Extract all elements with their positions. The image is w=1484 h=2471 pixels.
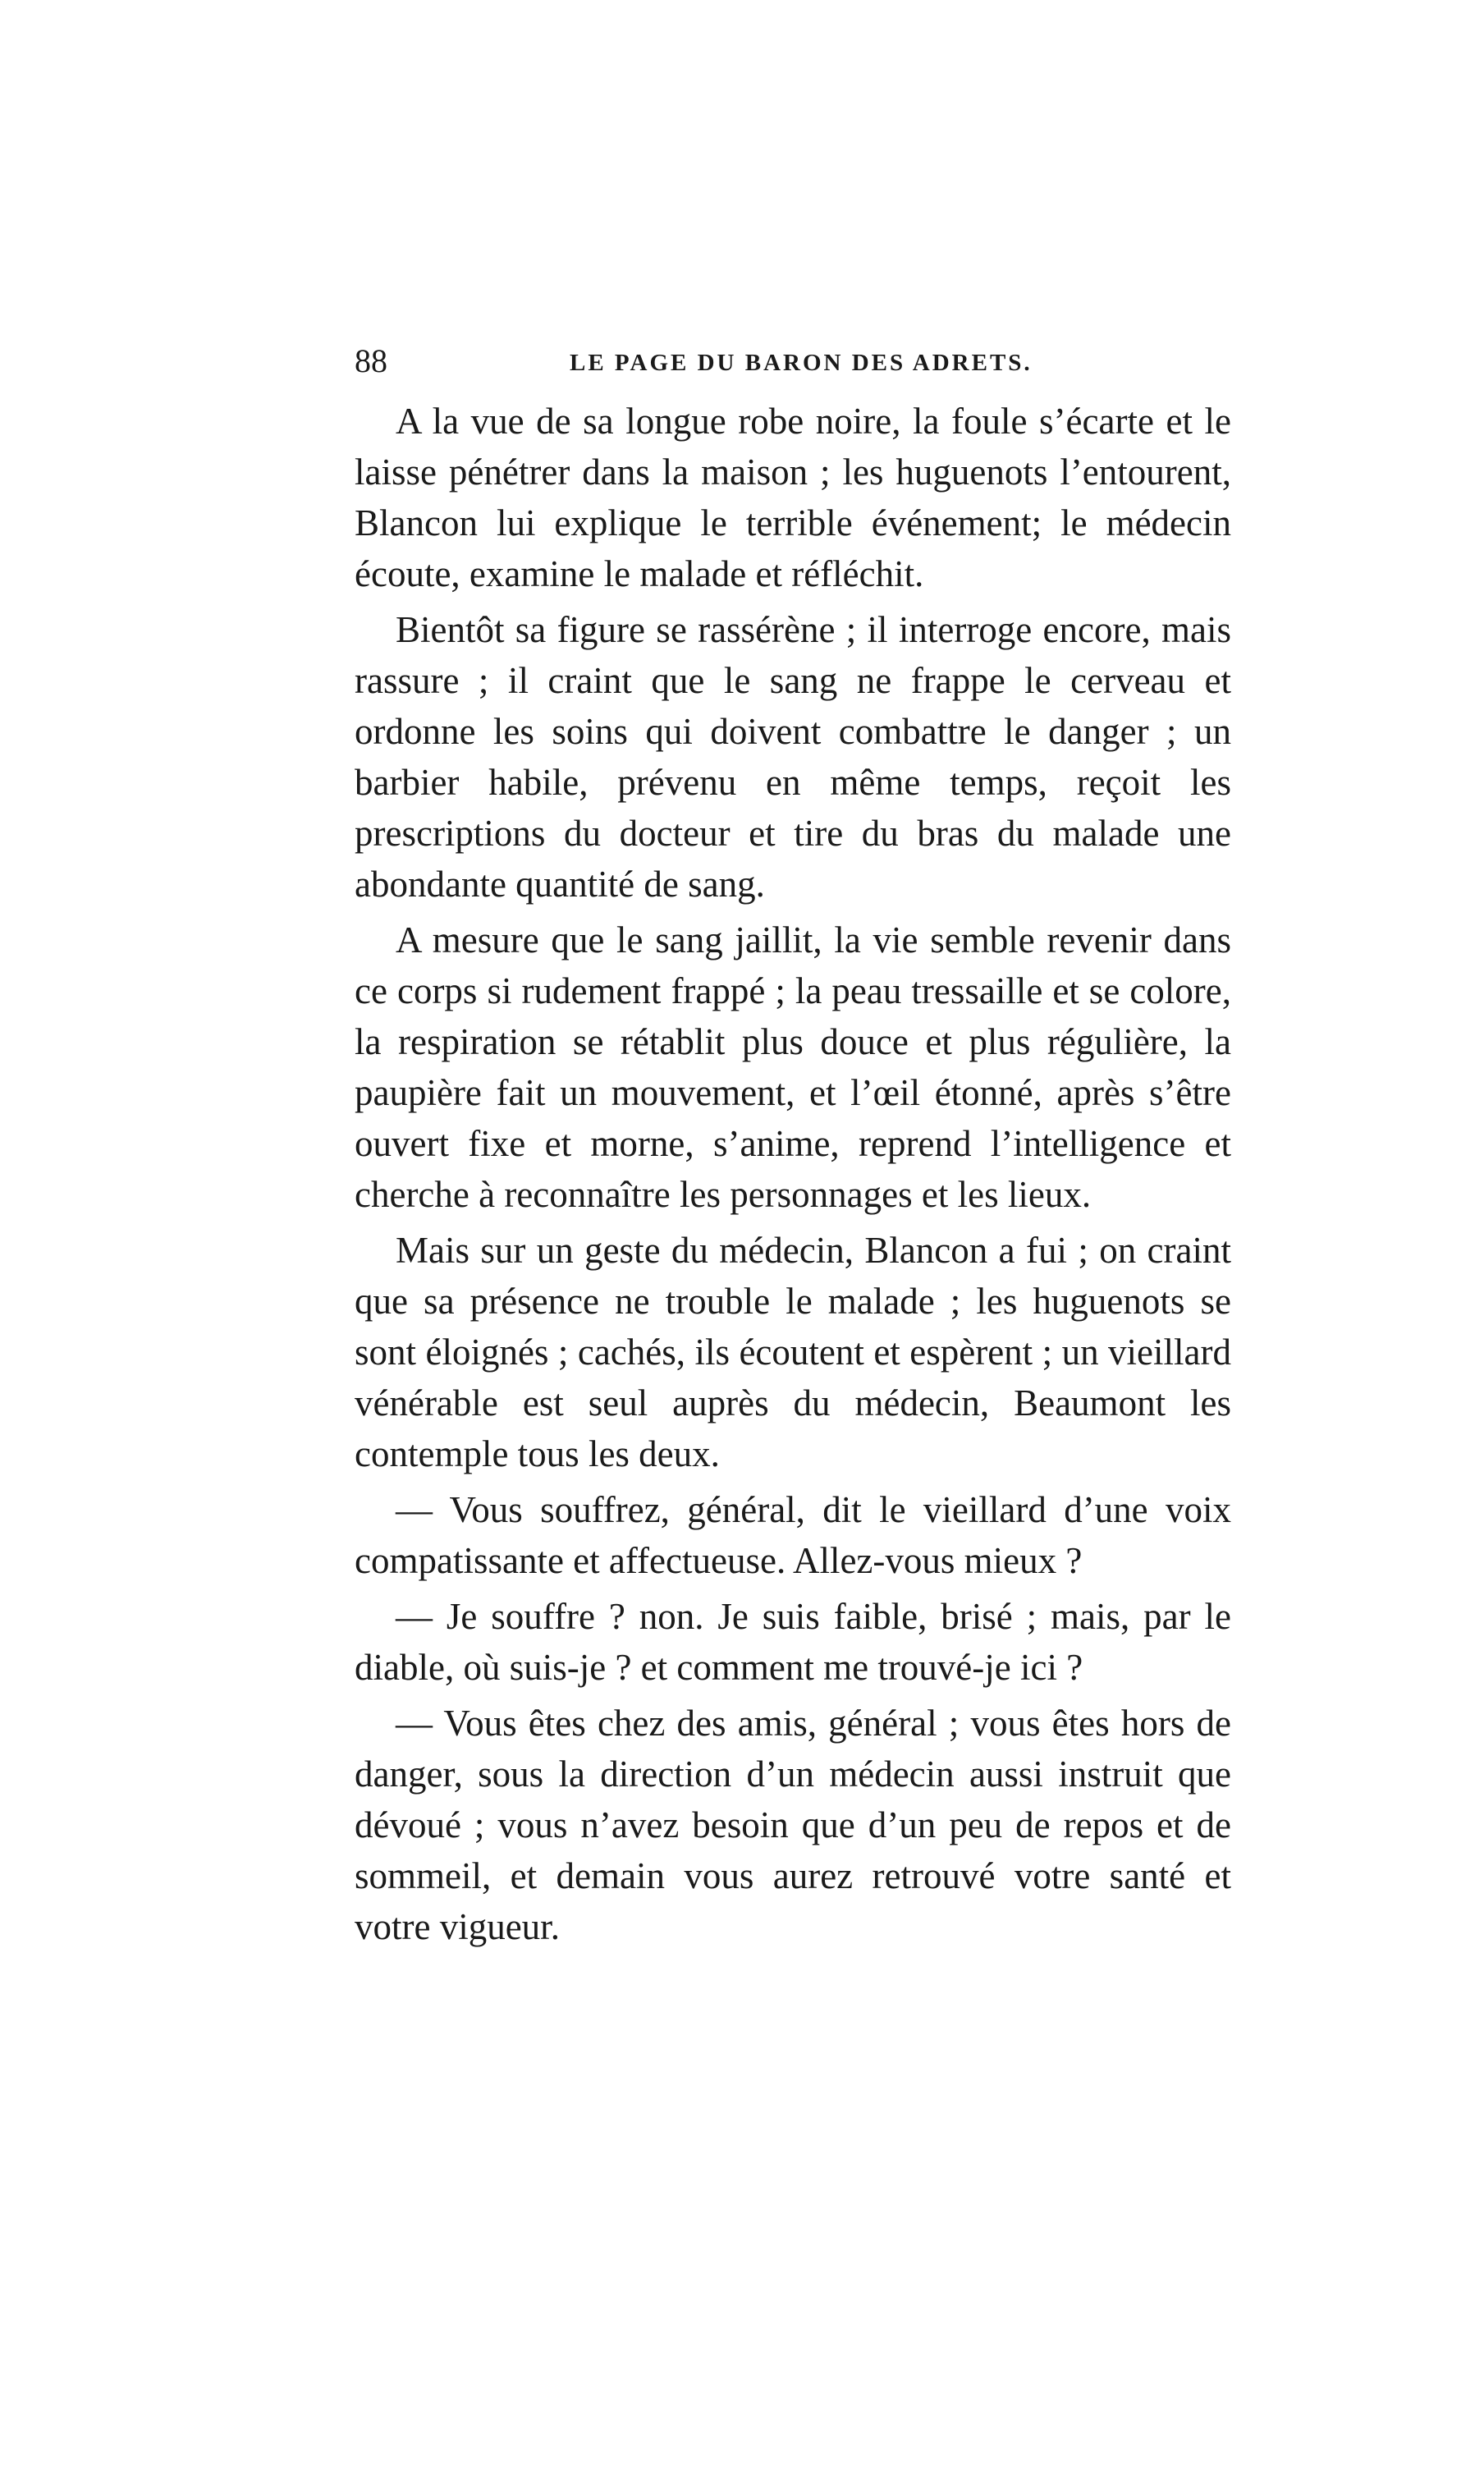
dialogue-line-3: — Vous êtes chez des amis, général ; vous êtes hors de danger, sous la direction d’un médecin aussi instruit que dévoué ; vous n’avez besoin que d’un peu de repos et de sommeil, et demain vous aurez retrouvé votre santé et votre vigueur. (355, 1703, 1231, 1947)
paragraph-1: A la vue de sa longue robe noire, la foule s’écarte et le laisse pénétrer dans la maison ; les huguenots l’entourent, Blancon lui explique le terrible événement; le médecin écoute, examine le malade et réfléchit. (355, 401, 1231, 594)
page-number: 88 (355, 342, 387, 379)
paragraph-4: Mais sur un geste du médecin, Blancon a fui ; on craint que sa présence ne trouble le malade ; les huguenots se sont éloignés ; cachés, ils écoutent et espèrent ; un vieillard vénérable est seul auprès du médecin, Beaumont les contemple tous les deux. (355, 1230, 1231, 1474)
dialogue-line-1: — Vous souffrez, général, dit le vieillard d’une voix compatissante et affectueuse. Allez-vous mieux ? (355, 1489, 1231, 1581)
running-head (355, 337, 1223, 386)
paragraph-3: A mesure que le sang jaillit, la vie semble revenir dans ce corps si rudement frappé ; la peau tressaille et se colore, la respiration se rétablit plus douce et plus régulière, la paupière fait un mouvement, et l’œil étonné, après s’être ouvert fixe et morne, s’anime, reprend l’intelligence et cherche à reconnaître les personnages et les lieux. (355, 919, 1231, 1215)
body-text (355, 396, 1231, 1957)
dialogue-line-2: — Je souffre ? non. Je suis faible, brisé ; mais, par le diable, où suis-je ? et comment me trouvé-je ici ? (355, 1596, 1231, 1688)
running-title: LE PAGE DU BARON DES ADRETS. (570, 350, 1033, 376)
paragraph-2: Bientôt sa figure se rassérène ; il interroge encore, mais rassure ; il craint que le sang ne frappe le cerveau et ordonne les soins qui doivent combattre le danger ; un barbier habile, prévenu en même temps, reçoit les prescriptions du docteur et tire du bras du malade une abondante quantité de sang. (355, 609, 1231, 905)
